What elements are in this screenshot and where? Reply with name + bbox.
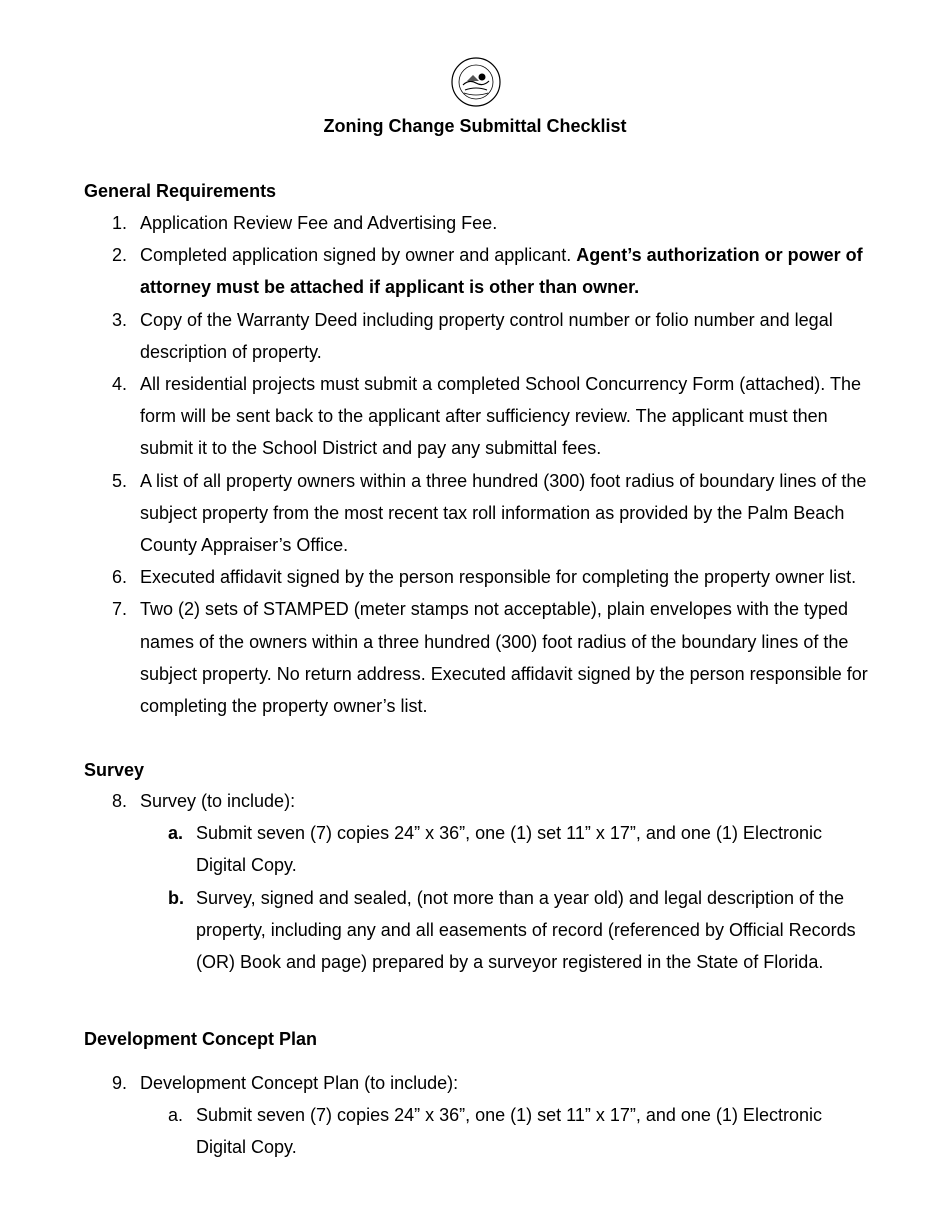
city-seal-logo <box>451 57 501 107</box>
development-concept-plan-list <box>0 1067 950 1164</box>
item-number: 9. <box>112 1073 128 1093</box>
section-heading-survey: Survey <box>84 760 145 780</box>
sub-item-text: Submit seven (7) copies 24” x 36”, one (1) set 11” x 17”, and one (1) Electronic Digital Copy. <box>196 1105 822 1158</box>
list-item <box>0 239 950 303</box>
survey-list <box>0 785 950 978</box>
item-number: 7. <box>112 599 128 620</box>
item-number: 3. <box>112 309 128 330</box>
item-text: A list of all property owners within a three hundred (300) foot radius of boundary lines of the subject property from the most recent tax roll information as provided by the Palm Beach County Appraiser’s Office. <box>140 470 867 556</box>
sub-item-text: Submit seven (7) copies 24” x 36”, one (1) set 11” x 17”, and one (1) Electronic Digital Copy. <box>196 823 822 876</box>
item-number: 4. <box>112 374 128 395</box>
list-item <box>0 1067 950 1099</box>
list-item <box>0 785 950 817</box>
sub-item-label: a. <box>168 1105 184 1126</box>
general-requirements-list <box>0 207 950 722</box>
item-number: 1. <box>112 213 128 233</box>
list-item <box>0 465 950 562</box>
sub-list-item <box>0 1099 950 1163</box>
section-heading-general: General Requirements <box>84 181 277 201</box>
sub-list-item <box>0 817 950 881</box>
sub-item-label: a. <box>168 823 184 844</box>
list-item <box>0 368 950 465</box>
item-text: Executed affidavit signed by the person responsible for completing the property owner list. <box>140 567 857 588</box>
sub-list-item <box>0 882 950 979</box>
sub-item-label: b. <box>168 887 184 908</box>
item-number: 6. <box>112 567 128 588</box>
list-item <box>0 207 950 239</box>
item-text: All residential projects must submit a completed School Concurrency Form (attached). The form will be sent back to the applicant after sufficiency review. The applicant must then submit it to the School District and pay any submittal fees. <box>140 374 861 459</box>
item-number: 2. <box>112 245 128 266</box>
section-heading-development-concept-plan: Development Concept Plan <box>84 1029 318 1049</box>
item-text-bold: Agent’s authorization or power of attorney must be attached if applicant is other than owner. <box>140 245 863 298</box>
sub-item-text: Survey, signed and sealed, (not more than a year old) and legal description of the property, including any and all easements of record (referenced by Official Records (OR) Book and page) prepared by a surveyor registered in the State of Florida. <box>196 887 856 973</box>
item-text: Application Review Fee and Advertising Fee. <box>140 213 498 233</box>
list-item <box>0 304 950 368</box>
list-item <box>0 561 950 593</box>
item-text: Development Concept Plan (to include): <box>140 1073 459 1093</box>
item-number: 5. <box>112 470 128 491</box>
item-text <box>140 239 868 303</box>
item-number: 8. <box>112 791 128 811</box>
item-text: Survey (to include): <box>140 791 296 811</box>
item-text: Copy of the Warranty Deed including property control number or folio number and legal description of property. <box>140 309 833 362</box>
page-title: Zoning Change Submittal Checklist <box>323 116 627 136</box>
item-text: Two (2) sets of STAMPED (meter stamps not acceptable), plain envelopes with the typed names of the owners within a three hundred (300) foot radius of the boundary lines of the subject property. No return address. Executed affidavit signed by the person responsible for completing the property owner’s list. <box>140 599 868 717</box>
list-item <box>0 593 950 722</box>
item-text-regular: Completed application signed by owner and applicant. <box>140 245 577 266</box>
